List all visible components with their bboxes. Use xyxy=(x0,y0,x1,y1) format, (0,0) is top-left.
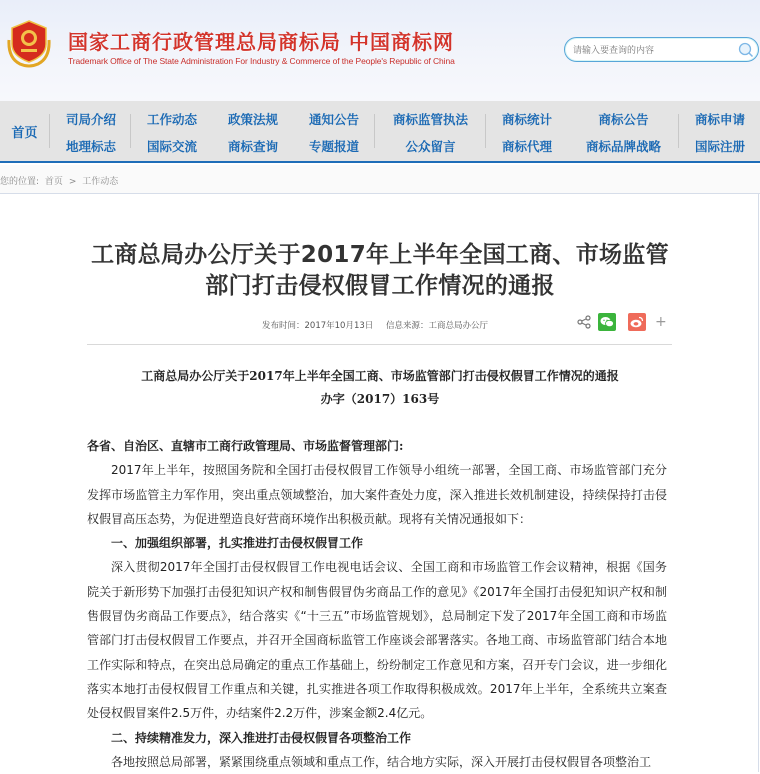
breadcrumb-bar xyxy=(0,165,760,194)
nav-item-shangbiaojianguanzhifa[interactable]: 商标监管执法 xyxy=(393,112,469,127)
salutation: 各省、自治区、直辖市工商行政管理局、市场监督管理部门: xyxy=(87,439,404,453)
nav-group-6 xyxy=(502,110,552,156)
weibo-share-button[interactable] xyxy=(628,313,646,331)
nav-item-gongzuodongtai[interactable]: 工作动态 xyxy=(147,112,198,127)
nav-divider xyxy=(49,114,50,148)
paragraph: 各地按照总局部署，紧紧围绕重点领域和重点工作，结合地方实际，深入开展打击侵权假冒各项整治工 xyxy=(111,754,652,769)
nav-item-zhuantibaodao[interactable]: 专题报道 xyxy=(309,139,360,154)
article-meta xyxy=(262,319,498,331)
nav-item-sijujieshao[interactable]: 司局介绍 xyxy=(66,112,117,127)
share-icon[interactable] xyxy=(577,315,591,329)
nav-group-2 xyxy=(147,110,197,156)
main-nav xyxy=(0,101,760,163)
nav-item-guojizhuce[interactable]: 国际注册 xyxy=(695,139,746,154)
search-icon[interactable] xyxy=(738,42,754,58)
nav-group-5 xyxy=(393,110,468,156)
document-heading: 工商总局办公厅关于2017年上半年全国工商、市场监管部门打击侵权假冒工作情况的通报 xyxy=(141,369,619,383)
emblem-logo-icon[interactable] xyxy=(6,18,52,68)
weibo-icon xyxy=(630,316,644,328)
site-header xyxy=(0,0,760,101)
section-heading: 二、持续精准发力，深入推进打击侵权假冒各项整治工作 xyxy=(111,730,412,745)
wechat-icon xyxy=(600,316,614,328)
nav-item-shangbiaopinpaizhanlue[interactable]: 商标品牌战略 xyxy=(586,139,662,154)
nav-home[interactable]: 首页 xyxy=(11,125,38,141)
article-container xyxy=(0,194,759,772)
publish-time: 发布时间：2017年10月13日 xyxy=(262,321,374,331)
document-number: 办字（2017）163号 xyxy=(320,392,440,406)
nav-item-shangbiaochaxun[interactable]: 商标查询 xyxy=(228,139,279,154)
paragraph: 深入贯彻2017年全国打击侵权假冒工作电视电话会议、全国工商和市场监管工作会议精神，根据《国务院关于新形势下加强打击侵犯知识产权和制售假冒伪劣商品工作的意见》《2017年全国打击侵犯知识产权和制售假冒伪劣商品工作要点》，结合落实《“十三五”市场监管规划》，总局制定下发了2017年全国工商和市场监管部门打击侵权假冒工作要点，并召开全国商标监管工作座谈会部署落实。各地工商、市场监管部门结合本地工作实际和特点，在突出总局确定的重点工作基础上，纷纷制定工作意见和方案，召开专门会议，进一步细化落实本地打击侵权假冒工作重点和关键，扎实推进各项工作取得积极成效。2017年上半年，全系统共立案查处侵权假冒案件2.5万件，办结案件2.2万件，涉案金额2.4亿元。 xyxy=(87,560,667,721)
nav-group-1 xyxy=(66,110,116,156)
breadcrumb-current-link[interactable]: 工作动态 xyxy=(82,177,119,187)
nav-item-shangbiaoshenqing[interactable]: 商标申请 xyxy=(695,112,746,127)
breadcrumb-separator: > xyxy=(68,177,77,187)
nav-item-shangbiaotongji[interactable]: 商标统计 xyxy=(502,112,553,127)
article-body xyxy=(87,434,667,774)
nav-item-dilibiaozhi[interactable]: 地理标志 xyxy=(66,139,117,154)
breadcrumb-home-link[interactable]: 首页 xyxy=(44,177,63,187)
article-title: 工商总局办公厅关于2017年上半年全国工商、市场监管部门打击侵权假冒工作情况的通报 xyxy=(91,242,669,299)
paragraph: 2017年上半年，按照国务院和全国打击侵权假冒工作领导小组统一部署，全国工商、市场监管部门充分发挥市场监管主力军作用，突出重点领域整治，加大案件查处力度，深入推进长效机制建设，持续保持打击侵权假冒高压态势，为促进塑造良好营商环境作出积极贡献。现将有关情况通报如下： xyxy=(87,463,667,526)
site-title-cn: 国家工商行政管理总局商标局 中国商标网 xyxy=(68,30,454,54)
nav-item-gongzhongliuyan[interactable]: 公众留言 xyxy=(405,139,456,154)
nav-item-guojijiaoliu[interactable]: 国际交流 xyxy=(147,139,198,154)
site-title-en: Trademark Office of The State Administration For Industry & Commerce of the People's Republic of China xyxy=(68,56,455,66)
nav-group-3 xyxy=(228,110,278,156)
nav-divider xyxy=(130,114,131,148)
info-source: 信息来源：工商总局办公厅 xyxy=(385,321,488,331)
share-bar xyxy=(577,313,667,331)
meta-divider xyxy=(87,344,672,345)
nav-divider xyxy=(485,114,486,148)
nav-group-7 xyxy=(586,110,661,156)
nav-divider xyxy=(678,114,679,148)
nav-item-shangbiaodaili[interactable]: 商标代理 xyxy=(502,139,553,154)
nav-item-shangbiaogonggao[interactable]: 商标公告 xyxy=(598,112,649,127)
nav-group-4 xyxy=(309,110,359,156)
wechat-share-button[interactable] xyxy=(598,313,616,331)
search-box xyxy=(564,37,759,62)
nav-group-8 xyxy=(695,110,745,156)
search-input[interactable] xyxy=(573,42,733,58)
nav-divider xyxy=(374,114,375,148)
section-heading: 一、加强组织部署，扎实推进打击侵权假冒工作 xyxy=(111,536,364,551)
nav-item-tongzhigonggao[interactable]: 通知公告 xyxy=(309,112,360,127)
nav-item-zhengcefagui[interactable]: 政策法规 xyxy=(228,112,279,127)
plus-icon[interactable]: + xyxy=(655,314,667,330)
breadcrumb xyxy=(0,174,121,187)
breadcrumb-prefix: 您的位置: xyxy=(0,177,40,187)
